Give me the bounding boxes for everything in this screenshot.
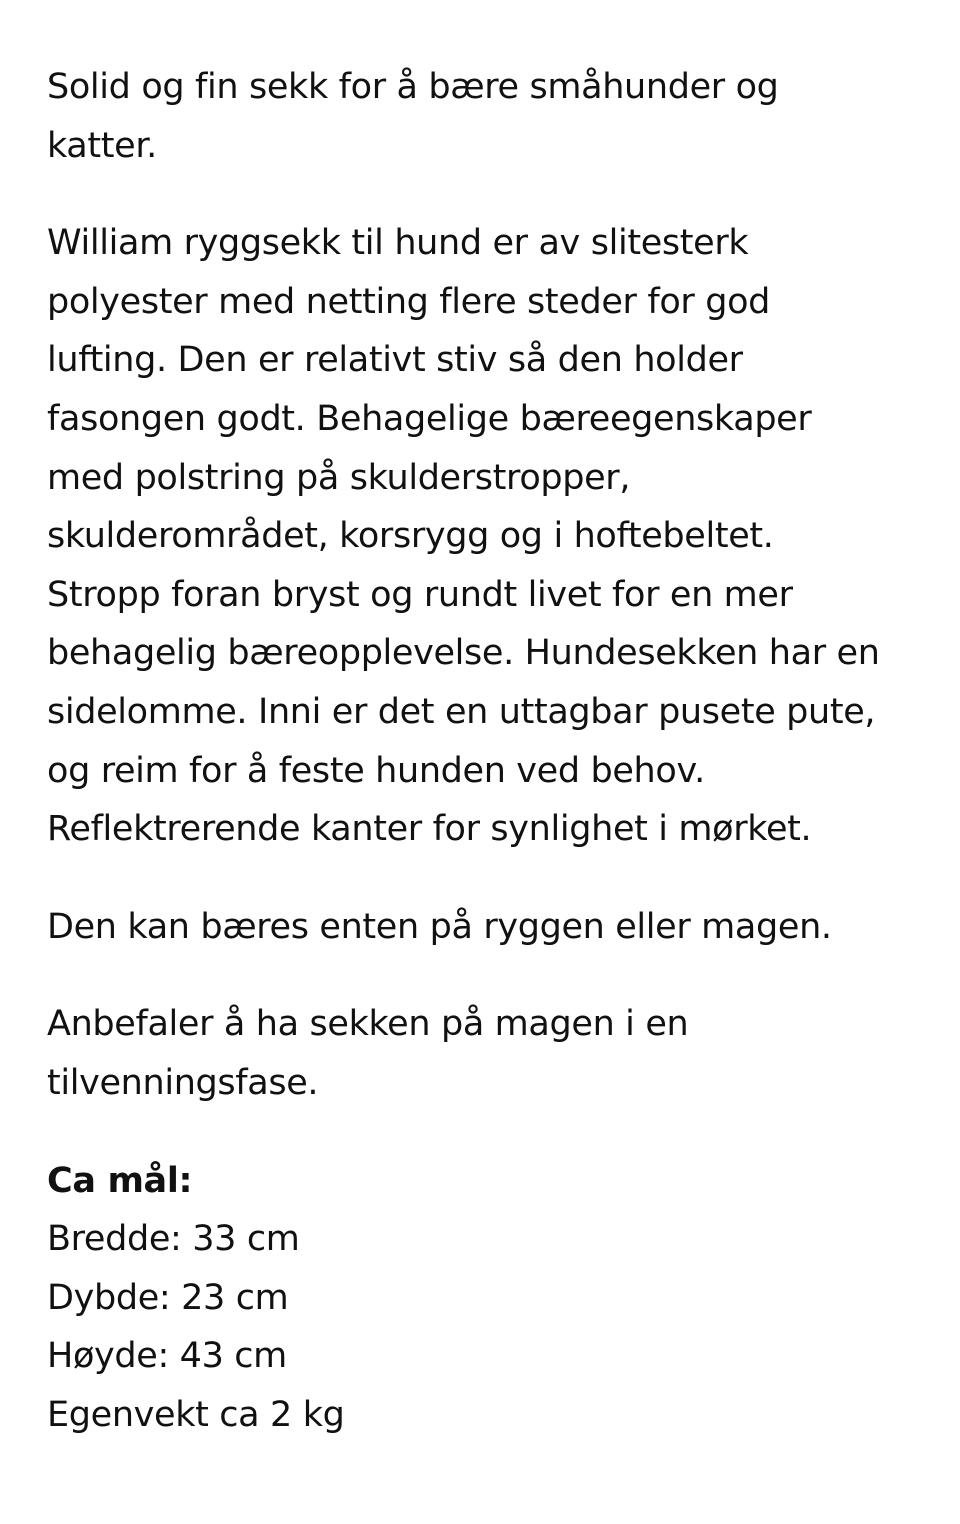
text-line: med polstring på skulderstropper, [47,457,631,498]
description-paragraph [47,214,927,859]
intro-paragraph [47,58,927,175]
text-line: polyester med netting flere steder for god [47,281,771,322]
measurements-block [47,1152,927,1445]
measurements-heading: Ca mål: [47,1160,193,1201]
text-line: Stropp foran bryst og rundt livet for en mer [47,574,793,615]
product-description [47,58,927,1444]
measurement-weight: Egenvekt ca 2 kg [47,1394,345,1435]
measurement-height: Høyde: 43 cm [47,1336,287,1377]
text-line: behagelig bæreopplevelse. Hundesekken har en [47,633,880,674]
text-line: sidelomme. Inni er det en uttagbar pusete pute, [47,691,876,732]
text-line: og reim for å feste hunden ved behov. [47,750,705,791]
text-line: Anbefaler å ha sekken på magen i en [47,1004,689,1045]
paragraph-gap [47,859,927,898]
text-line: skulderområdet, korsrygg og i hoftebeltet. [47,516,774,557]
text-line: fasongen godt. Behagelige bæreegenskaper [47,398,812,439]
text-line: lufting. Den er relativt stiv så den holder [47,340,743,381]
paragraph-gap [47,956,927,995]
measurement-width: Bredde: 33 cm [47,1219,300,1260]
recommendation-paragraph [47,995,927,1112]
paragraph-gap [47,175,927,214]
text-line: Reflektrerende kanter for synlighet i mørket. [47,809,812,850]
text-line: katter. [47,125,157,166]
text-line: tilvenningsfase. [47,1062,319,1103]
text-line: Solid og fin sekk for å bære småhunder og [47,67,779,107]
text-line: Den kan bæres enten på ryggen eller magen. [47,906,832,947]
text-line: William ryggsekk til hund er av slitesterk [47,223,749,264]
measurement-depth: Dybde: 23 cm [47,1277,289,1318]
carry-paragraph [47,898,927,957]
paragraph-gap [47,1113,927,1152]
